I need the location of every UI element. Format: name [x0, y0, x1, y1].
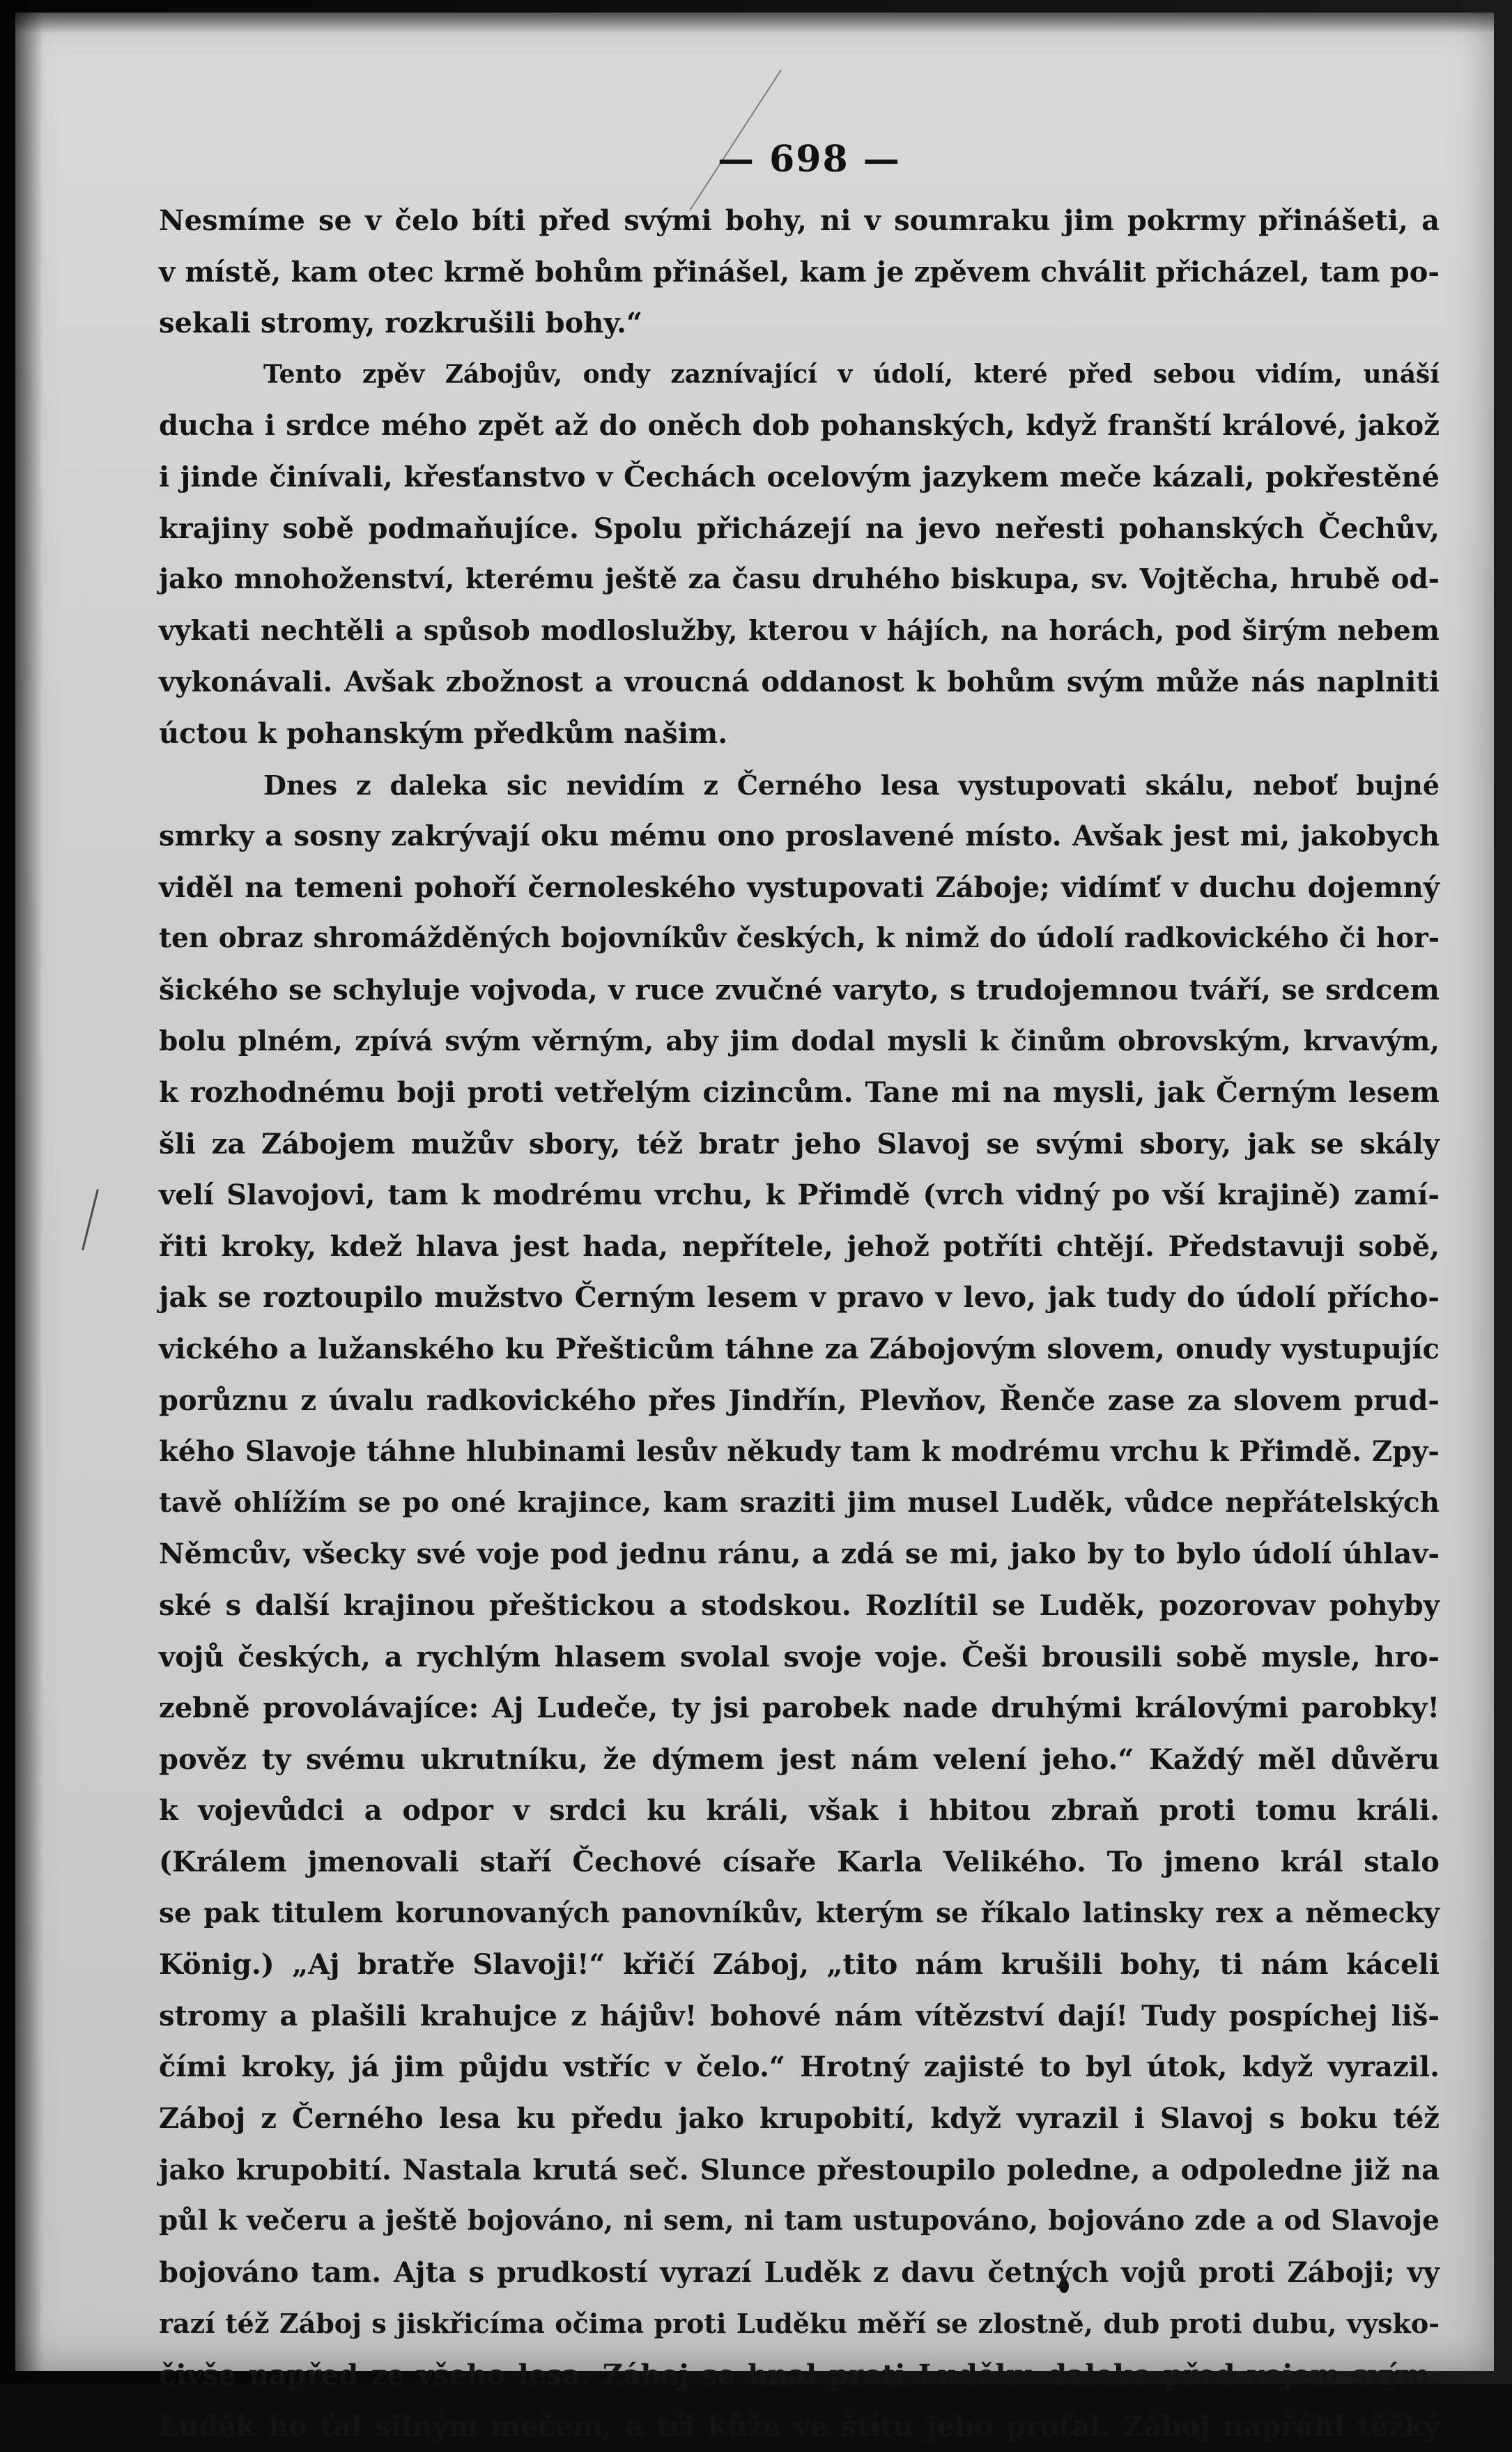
text-line-content: řiti kroky, kdež hlava jest hada, nepřítele, jehož potříti chtějí. Představuji sobě,	[159, 1229, 1440, 1263]
text-line-content: jako krupobití. Nastala krutá seč. Slunce přestoupilo poledne, a odpoledne již na	[159, 2153, 1440, 2186]
text-line-content: k vojevůdci a odpor v srdci ku králi, však i hbitou zbraň proti tomu králi.	[159, 1794, 1440, 1827]
text-line	[159, 2093, 1440, 2145]
body-text	[159, 195, 1440, 2452]
text-line-content: Němcův, všecky své voje pod jednu ránu, a zdá se mi, jako by to bylo údolí úhlav-	[159, 1538, 1440, 1571]
text-line-content: vykati nechtěli a spůsob modloslužby, kterou v hájích, na horách, pod širým nebem	[159, 614, 1440, 647]
text-line-content: razí též Záboj s jiskřicíma očima proti Luděku měří se zlostně, dub proti dubu, vysko-	[159, 2308, 1440, 2340]
text-line-content: čími kroky, já jim půjdu vstříc v čelo.“ Hrotný zajisté to byl útok, když vyrazil.	[159, 2051, 1440, 2084]
text-line	[159, 1785, 1440, 1837]
text-line	[159, 2041, 1440, 2093]
text-line	[159, 400, 1440, 452]
page-shadow-top	[15, 13, 1494, 33]
text-line-content: sekali stromy, rozkrušili bohy.“	[159, 307, 642, 340]
text-line	[159, 1272, 1440, 1324]
text-line	[159, 811, 1440, 862]
text-line	[159, 2196, 1440, 2247]
text-line-content: i jinde činívali, křesťanstvo v Čechách ocelovým jazykem meče kázali, pokřestěné	[159, 460, 1440, 493]
text-line	[159, 1067, 1440, 1119]
text-line	[159, 1837, 1440, 1888]
text-line-content: zebně provolávajíce: Aj Ludeče, ty jsi parobek nade druhými královými parobky!	[159, 1692, 1440, 1725]
text-line-content: vojů českých, a rychlým hlasem svolal svoje voje. Češi brousili sobě mysle, hro-	[159, 1640, 1440, 1673]
text-line	[159, 2145, 1440, 2196]
text-line	[159, 195, 1440, 247]
text-line	[159, 2350, 1440, 2401]
text-line	[159, 1734, 1440, 1786]
text-line-content: kého Slavoje táhne hlubinami lesův někudy tam k modrému vrchu k Přimdě. Zpy-	[159, 1435, 1440, 1469]
text-line	[159, 913, 1440, 965]
text-line	[159, 1426, 1440, 1478]
text-line	[159, 1170, 1440, 1221]
text-line-content: tavě ohlížím se po oné krajince, kam sraziti jim musel Luděk, vůdce nepřátelských	[159, 1486, 1440, 1519]
text-line-content: ducha i srdce mého zpět až do oněch dob pohanských, když franští králové, jakož	[159, 409, 1440, 443]
text-line-content: smrky a sosny zakrývají oku mému ono proslavené místo. Avšak jest mi, jakobych	[159, 820, 1440, 853]
text-line	[159, 1119, 1440, 1170]
text-line	[159, 1528, 1440, 1580]
text-line-content: šického se schyluje vojvoda, v ruce zvučné varyto, s trudojemnou tváří, se srdcem	[159, 973, 1440, 1006]
text-line-content: ské s další krajinou přeštickou a stodskou. Rozlítil se Luděk, pozorovav pohyby	[159, 1589, 1440, 1623]
text-line-content: jako mnohoženství, kterému ještě za času druhého biskupa, sv. Vojtěcha, hrubě od-	[159, 563, 1440, 596]
text-line	[159, 657, 1440, 708]
text-line-content: velí Slavojovi, tam k modrému vrchu, k Přimdě (vrch vidný po vší krajině) zamí-	[159, 1179, 1440, 1212]
text-line	[159, 554, 1440, 606]
text-line-content: krajiny sobě podmaňujíce. Spolu přicházejí na jevo neřesti pohanských Čechův,	[159, 512, 1440, 545]
text-line-content: Luděk ho ťal silným mečem, a tři kůže ve štítu jeho proťal. Záboj napřáhl těžký	[159, 2409, 1440, 2443]
text-line	[159, 247, 1440, 298]
text-line-content: šli za Zábojem mužův sbory, též bratr jeho Slavoj se svými sbory, jak se skály	[159, 1127, 1440, 1160]
text-line	[159, 1683, 1440, 1734]
text-line-content: čivše napřed ze všeho lesa. Záboj se hnal proti Luděku daleko před vojem svým.	[159, 2358, 1440, 2391]
text-line	[159, 862, 1440, 914]
page-shadow-left	[15, 13, 43, 2371]
text-line-content: bojováno tam. Ajta s prudkostí vyrazí Luděk z davu četných vojů proti Záboji; vy	[159, 2255, 1440, 2289]
text-line-content: Tento zpěv Zábojův, ondy zaznívající v údolí, které před sebou vidím, unáší	[263, 359, 1440, 389]
text-line	[159, 298, 1440, 349]
text-line	[159, 1888, 1440, 1940]
text-line-content: stromy a plašili krahujce z hájův! bohové nám vítězství dají! Tudy pospíchej liš-	[159, 1999, 1440, 2032]
text-line-content: Dnes z daleka sic nevidím z Černého lesa vystupovati skálu, neboť bujné	[263, 769, 1440, 801]
text-line	[159, 1991, 1440, 2042]
text-line-content: půl k večeru a ještě bojováno, ni sem, ni tam ustupováno, bojováno zde a od Slavoje	[159, 2205, 1440, 2237]
text-line-content: vykonávali. Avšak zbožnost a vroucná oddanost k bohům svým může nás naplniti	[159, 666, 1440, 699]
text-line-content: Nesmíme se v čelo bíti před svými bohy, ni v soumraku jim pokrmy přinášeti, a	[159, 204, 1440, 237]
text-line	[159, 2401, 1440, 2452]
text-line-content: viděl na temeni pohoří černoleského vystupovati Záboje; vidímť v duchu dojemný	[159, 871, 1440, 904]
text-line	[159, 965, 1440, 1016]
text-line	[159, 1939, 1440, 1991]
text-line-content: König.) „Aj bratře Slavoji!“ křičí Záboj, „tito nám krušili bohy, ti nám káceli	[159, 1948, 1440, 1982]
text-line-content: v místě, kam otec krmě bohům přinášel, kam je zpěvem chválit přicházel, tam po-	[159, 255, 1440, 289]
text-line	[159, 503, 1440, 555]
text-line-content: se pak titulem korunovaných panovníkův, kterým se říkalo latinsky rex a německy	[159, 1897, 1440, 1929]
text-line	[159, 708, 1440, 760]
text-line	[159, 1632, 1440, 1683]
text-line-content: porůznu z úvalu radkovického přes Jindřín, Plevňov, Řenče zase za slovem prud-	[159, 1384, 1440, 1417]
text-line	[159, 2298, 1440, 2350]
text-line	[159, 2247, 1440, 2299]
text-line-content: úctou k pohanským předkům našim.	[159, 717, 728, 750]
text-line-content: bolu plném, zpívá svým věrným, aby jim dodal mysli k činům obrovským, krvavým,	[159, 1025, 1440, 1057]
text-line-content: Záboj z Černého lesa ku předu jako krupobití, když vyrazil i Slavoj s boku též	[159, 2101, 1440, 2135]
text-line-content: vického a lužanského ku Přešticům táhne za Zábojovým slovem, onudy vystupujíc	[159, 1333, 1440, 1366]
text-line	[159, 1375, 1440, 1427]
text-line-content: k rozhodnému boji proti vetřelým cizincům. Tane mi na mysli, jak Černým lesem	[159, 1076, 1440, 1110]
text-line	[159, 1221, 1440, 1273]
text-line	[159, 1478, 1440, 1529]
text-line	[159, 1580, 1440, 1632]
text-line-content: pověz ty svému ukrutníku, že dýmem jest nám velení jeho.“ Každý měl důvěru	[159, 1742, 1440, 1776]
text-line	[159, 452, 1440, 503]
text-line-content: ten obraz shromážděných bojovníkův českých, k nimž do údolí radkovického či hor-	[159, 922, 1440, 955]
text-line	[159, 760, 1440, 811]
text-line-content: (Králem jmenovali staří Čechové císaře Karla Velikého. To jmeno král stalo	[159, 1846, 1440, 1878]
text-line	[159, 606, 1440, 657]
text-line	[159, 349, 1440, 401]
text-line-content: jak se roztoupilo mužstvo Černým lesem v pravo v levo, jak tudy do údolí přícho-	[159, 1281, 1440, 1315]
text-line	[159, 1016, 1440, 1068]
page-number: — 698 —	[718, 138, 901, 181]
text-line	[159, 1324, 1440, 1375]
